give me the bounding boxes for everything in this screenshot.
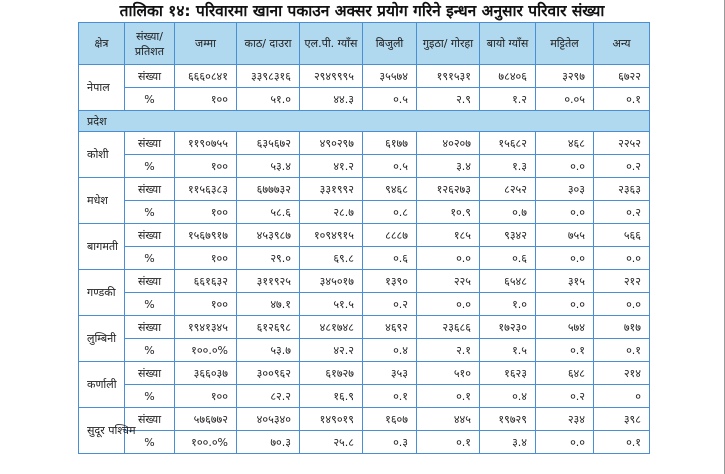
header-region: क्षेत्र: [79, 23, 125, 65]
count-cell: ४५३९८७: [237, 224, 300, 247]
count-cell: ६६६०८४१: [175, 65, 237, 88]
percent-cell: ०.०५: [536, 88, 594, 111]
count-cell: ५१०: [417, 362, 480, 385]
percent-cell: ०: [594, 385, 650, 408]
percent-cell: ०.१: [536, 339, 594, 362]
table-row: [79, 224, 650, 247]
count-label: संख्या: [125, 270, 175, 293]
count-cell: ७८४०६: [480, 65, 536, 88]
table-row: [79, 155, 650, 178]
count-cell: ३३९८३१६: [237, 65, 300, 88]
percent-cell: ०.८: [363, 201, 417, 224]
count-cell: ६१७२७: [300, 362, 363, 385]
count-cell: २३६३: [594, 178, 650, 201]
count-cell: ९३४२: [480, 224, 536, 247]
percent-cell: ३.४: [417, 155, 480, 178]
count-cell: १०९४९१५: [300, 224, 363, 247]
percent-cell: ०.१: [417, 385, 480, 408]
count-cell: ३२९७: [536, 65, 594, 88]
header-dung: गुइठा/ गोरहा: [417, 23, 480, 65]
region-name: बागमती: [79, 224, 125, 270]
percent-cell: ६९.८: [300, 247, 363, 270]
percent-cell: १.३: [480, 155, 536, 178]
header-lpg: एल.पी. ग्याँस: [300, 23, 363, 65]
count-cell: १८५: [417, 224, 480, 247]
count-cell: १६२३: [480, 362, 536, 385]
count-cell: २३६८६: [417, 316, 480, 339]
count-cell: ३०३: [536, 178, 594, 201]
percent-cell: ०.०: [417, 247, 480, 270]
count-cell: १२६२७३: [417, 178, 480, 201]
count-cell: २२५२: [594, 132, 650, 155]
percent-cell: १००: [175, 247, 237, 270]
percent-cell: २५.८: [300, 431, 363, 454]
percent-cell: ५१.०: [237, 88, 300, 111]
percent-cell: १००: [175, 201, 237, 224]
percent-cell: १००.०%: [175, 339, 237, 362]
percent-label: %: [125, 293, 175, 316]
count-cell: २३४: [536, 408, 594, 431]
count-cell: ४८१७४८: [300, 316, 363, 339]
percent-cell: ५८.६: [237, 201, 300, 224]
header-row: [79, 23, 650, 65]
count-label: संख्या: [125, 224, 175, 247]
percent-cell: ०.१: [417, 431, 480, 454]
table-row: [79, 385, 650, 408]
count-label: संख्या: [125, 316, 175, 339]
percent-cell: १००: [175, 155, 237, 178]
percent-cell: ४१.२: [300, 155, 363, 178]
table-row: [79, 293, 650, 316]
count-cell: १९१५३१: [417, 65, 480, 88]
count-cell: ६१७७: [363, 132, 417, 155]
count-cell: ४९०२९७: [300, 132, 363, 155]
percent-label: %: [125, 247, 175, 270]
count-cell: ६१२६९८: [237, 316, 300, 339]
percent-label: %: [125, 339, 175, 362]
count-cell: ७५५: [536, 224, 594, 247]
count-cell: ३१५: [536, 270, 594, 293]
header-count-percent: संख्या/ प्रतिशत: [125, 23, 175, 65]
count-label: संख्या: [125, 178, 175, 201]
percent-label: %: [125, 201, 175, 224]
percent-cell: ०.५: [363, 88, 417, 111]
percent-cell: ०.०: [594, 247, 650, 270]
percent-cell: १००: [175, 88, 237, 111]
count-cell: ११५६३८३: [175, 178, 237, 201]
table-row: [79, 65, 650, 88]
count-cell: १७२३०: [480, 316, 536, 339]
percent-cell: ४२.२: [300, 339, 363, 362]
count-cell: ३५५७४: [363, 65, 417, 88]
region-name: कोशी: [79, 132, 125, 178]
count-cell: ६४८: [536, 362, 594, 385]
percent-cell: ०.०: [594, 293, 650, 316]
percent-cell: ५१.५: [300, 293, 363, 316]
percent-cell: ०.२: [363, 293, 417, 316]
percent-cell: ०.१: [594, 88, 650, 111]
count-cell: ६५४८: [480, 270, 536, 293]
percent-cell: १.०: [480, 293, 536, 316]
count-cell: १५६७९१७: [175, 224, 237, 247]
header-biogas: बायो ग्याँस: [480, 23, 536, 65]
count-cell: ३९८: [594, 408, 650, 431]
percent-cell: १६.९: [300, 385, 363, 408]
count-cell: ४०५३४०: [237, 408, 300, 431]
percent-label: %: [125, 385, 175, 408]
table-title: तालिका १४: परिवारमा खाना पकाउन अक्सर प्रयोग गरिने इन्धन अनुसार परिवार संख्या: [119, 2, 605, 20]
percent-cell: ०.०: [536, 431, 594, 454]
percent-label: %: [125, 155, 175, 178]
region-name: मधेश: [79, 178, 125, 224]
count-label: संख्या: [125, 65, 175, 88]
table-row: [79, 132, 650, 155]
percent-cell: १.२: [480, 88, 536, 111]
percent-cell: ०.४: [480, 385, 536, 408]
count-cell: ११९०७५५: [175, 132, 237, 155]
count-cell: ३६६०३७: [175, 362, 237, 385]
percent-cell: ०.०: [536, 155, 594, 178]
percent-cell: ०.१: [363, 385, 417, 408]
count-cell: २१२: [594, 270, 650, 293]
count-cell: १३९०: [363, 270, 417, 293]
count-cell: ६३५६७२: [237, 132, 300, 155]
count-cell: ४६९२: [363, 316, 417, 339]
count-cell: ४०२०७: [417, 132, 480, 155]
percent-cell: ०.६: [480, 247, 536, 270]
count-cell: ५७६७७२: [175, 408, 237, 431]
region-name: लुम्बिनी: [79, 316, 125, 362]
percent-cell: ०.३: [363, 431, 417, 454]
percent-cell: १०.९: [417, 201, 480, 224]
percent-cell: ०.०: [417, 293, 480, 316]
count-cell: १५६८२: [480, 132, 536, 155]
percent-label: %: [125, 88, 175, 111]
percent-cell: २८.७: [300, 201, 363, 224]
count-cell: ४६८: [536, 132, 594, 155]
percent-cell: ०.७: [480, 201, 536, 224]
count-cell: ३४५०१७: [300, 270, 363, 293]
percent-cell: ०.५: [363, 155, 417, 178]
count-cell: १९४१३४५: [175, 316, 237, 339]
fuel-household-table: [78, 22, 650, 454]
count-cell: ३११९२५: [237, 270, 300, 293]
table-row: [79, 178, 650, 201]
region-name: कर्णाली: [79, 362, 125, 408]
header-other: अन्य: [594, 23, 650, 65]
percent-cell: २९.०: [237, 247, 300, 270]
table-row: [79, 201, 650, 224]
count-cell: ९४६८: [363, 178, 417, 201]
percent-cell: २.९: [417, 88, 480, 111]
table-row: [79, 270, 650, 293]
percent-label: %: [125, 431, 175, 454]
table-row: [79, 408, 650, 431]
count-cell: ३३१९९२: [300, 178, 363, 201]
count-cell: ६७२२: [594, 65, 650, 88]
percent-cell: ०.२: [594, 201, 650, 224]
count-cell: २९४९९९५: [300, 65, 363, 88]
percent-cell: १००: [175, 385, 237, 408]
count-cell: ४४५: [417, 408, 480, 431]
percent-cell: ०.२: [536, 385, 594, 408]
count-cell: १६०७: [363, 408, 417, 431]
percent-cell: ०.४: [363, 339, 417, 362]
percent-cell: ०.२: [594, 155, 650, 178]
count-cell: ३००९६२: [237, 362, 300, 385]
percent-cell: १.५: [480, 339, 536, 362]
percent-cell: ५३.७: [237, 339, 300, 362]
percent-cell: ५३.४: [237, 155, 300, 178]
header-electricity: बिजुली: [363, 23, 417, 65]
percent-cell: ७०.३: [237, 431, 300, 454]
count-label: संख्या: [125, 132, 175, 155]
count-cell: ३५३: [363, 362, 417, 385]
percent-cell: ३.४: [480, 431, 536, 454]
percent-cell: ४४.३: [300, 88, 363, 111]
percent-cell: २.१: [417, 339, 480, 362]
percent-cell: ०.१: [594, 339, 650, 362]
percent-cell: ०.०: [536, 293, 594, 316]
header-total: जम्मा: [175, 23, 237, 65]
percent-cell: ४७.१: [237, 293, 300, 316]
count-cell: ६६१६३२: [175, 270, 237, 293]
table-row: [79, 431, 650, 454]
percent-cell: ०.०: [536, 201, 594, 224]
count-cell: ८८८७: [363, 224, 417, 247]
table-row: [79, 247, 650, 270]
table-row: [79, 316, 650, 339]
table-row: [79, 339, 650, 362]
header-kerosene: मट्टितेल: [536, 23, 594, 65]
percent-cell: १००.०%: [175, 431, 237, 454]
section-band: [79, 111, 650, 132]
percent-cell: १००: [175, 293, 237, 316]
count-label: संख्या: [125, 362, 175, 385]
count-cell: २२५: [417, 270, 480, 293]
count-cell: १९७२९: [480, 408, 536, 431]
region-name: गण्डकी: [79, 270, 125, 316]
count-cell: १४९०१९: [300, 408, 363, 431]
count-cell: ८२५२: [480, 178, 536, 201]
percent-cell: ०.१: [594, 431, 650, 454]
count-cell: २१४: [594, 362, 650, 385]
table-row: [79, 88, 650, 111]
percent-cell: ०.६: [363, 247, 417, 270]
count-cell: ७१७: [594, 316, 650, 339]
table-row: [79, 362, 650, 385]
percent-cell: ८२.२: [237, 385, 300, 408]
section-label: प्रदेश: [79, 111, 650, 132]
header-wood: काठ/ दाउरा: [237, 23, 300, 65]
count-cell: ६७७७३२: [237, 178, 300, 201]
region-name: नेपाल: [79, 65, 125, 111]
count-cell: ५६६: [594, 224, 650, 247]
percent-cell: ०.०: [536, 247, 594, 270]
region-name: सुदूर पश्चिम: [79, 408, 125, 454]
count-label: संख्या: [125, 408, 175, 431]
count-cell: ५७४: [536, 316, 594, 339]
